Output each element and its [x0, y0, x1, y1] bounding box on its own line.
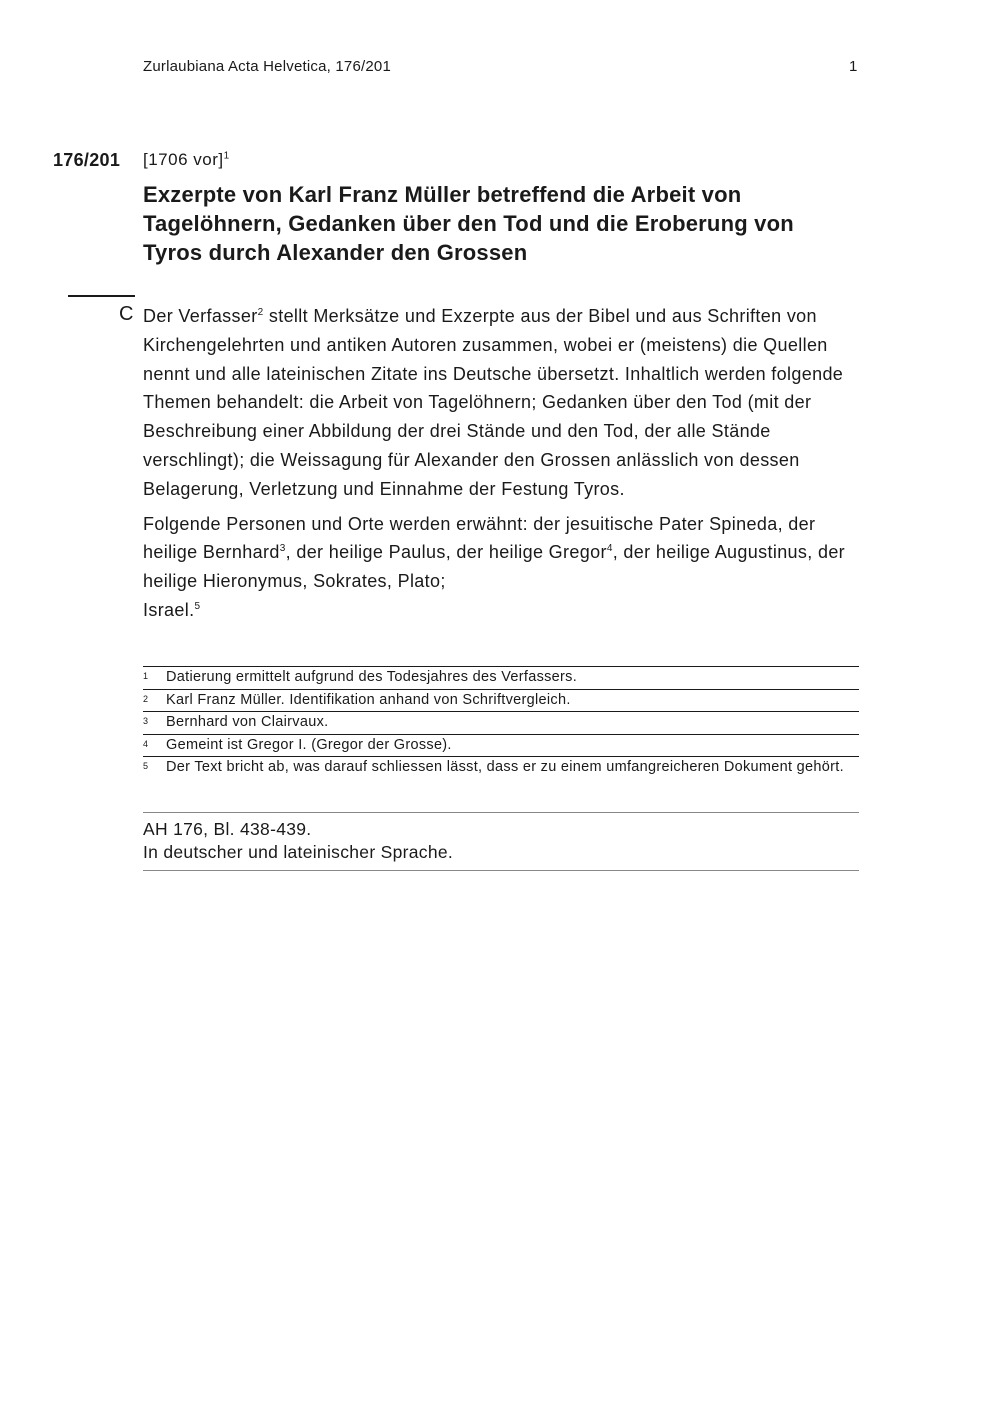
document-date	[143, 150, 230, 170]
text-run: , der heilige Paulus, der heilige Gregor	[285, 542, 607, 563]
page-number: 1	[849, 58, 858, 75]
footnote-item	[143, 666, 859, 689]
footnote-number: 4	[143, 738, 149, 749]
summary-paragraph	[143, 302, 863, 504]
footnote-ref-4[interactable]: 4	[606, 543, 613, 555]
text-run: Israel.	[143, 599, 195, 620]
date-text: [1706 vor]	[143, 150, 224, 169]
footnote-item	[143, 734, 859, 757]
text-run: Der Verfasser	[143, 306, 258, 326]
footnote-number: 2	[143, 693, 149, 704]
section-marker: C	[119, 303, 134, 325]
section-divider	[68, 295, 135, 297]
text-run: stellt Merksätze und Exzerpte aus der Bibel und aus Schriften von Kirchengelehrten und antiken Autoren zusammen, wobei er (meistens) die Quellen nennt und alle lateinischen Zitate ins Deutsche übersetzt. Inhaltlich werden folgende Themen behandelt: die Arbeit von Tagelöhnern; Gedanken über den Tod (mit der Beschreibung einer Abbildung der drei Stände und den Tod, der alle Stände verschlingt); die Weissagung für Alexander den Grossen anlässlich von dessen Belagerung, Verletzung und Einnahme der Festung Tyros.	[143, 306, 844, 499]
footnote-text: Karl Franz Müller. Identifikation anhand von Schriftvergleich.	[166, 691, 571, 708]
footnote-ref-2[interactable]: 2	[257, 307, 264, 318]
source-info	[143, 812, 859, 871]
running-header: Zurlaubiana Acta Helvetica, 176/201	[143, 58, 391, 75]
summary-body	[143, 302, 863, 631]
footnotes-list	[143, 666, 859, 779]
text-run: , der heilige Augustinus, der heilige Hieronymus, Sokrates, Plato;	[143, 542, 846, 592]
footnote-ref-1[interactable]: 1	[223, 150, 230, 162]
document-number: 176/201	[53, 150, 121, 170]
footnote-item	[143, 711, 859, 734]
shelfmark: AH 176, Bl. 438-439.	[143, 819, 312, 839]
footnote-number: 5	[143, 761, 149, 771]
text-run: Folgende Personen und Orte werden erwähnt: der jesuitische Pater Spineda, der heilige Bernhard	[143, 513, 816, 563]
footnote-text: Gemeint ist Gregor I. (Gregor der Grosse).	[166, 736, 452, 753]
footnote-number: 1	[143, 671, 149, 681]
footnote-ref-5[interactable]: 5	[194, 600, 201, 612]
footnote-text: Der Text bricht ab, was darauf schliessen lässt, dass er zu einem umfangreicheren Dokument gehört.	[166, 759, 844, 775]
document-title: Exzerpte von Karl Franz Müller betreffend die Arbeit von Tagelöhnern, Gedanken über den Tod und die Eroberung von Tyros durch Alexander den Grossen	[143, 182, 794, 265]
persons-paragraph	[143, 510, 863, 625]
footnote-item	[143, 756, 859, 779]
footnote-number: 3	[143, 716, 149, 726]
footnote-text: Datierung ermittelt aufgrund des Todesjahres des Verfassers.	[166, 669, 578, 685]
footnote-item	[143, 689, 859, 712]
footnote-text: Bernhard von Clairvaux.	[166, 714, 329, 730]
language-note: In deutscher und lateinischer Sprache.	[143, 842, 454, 862]
footnote-ref-3[interactable]: 3	[279, 543, 286, 555]
